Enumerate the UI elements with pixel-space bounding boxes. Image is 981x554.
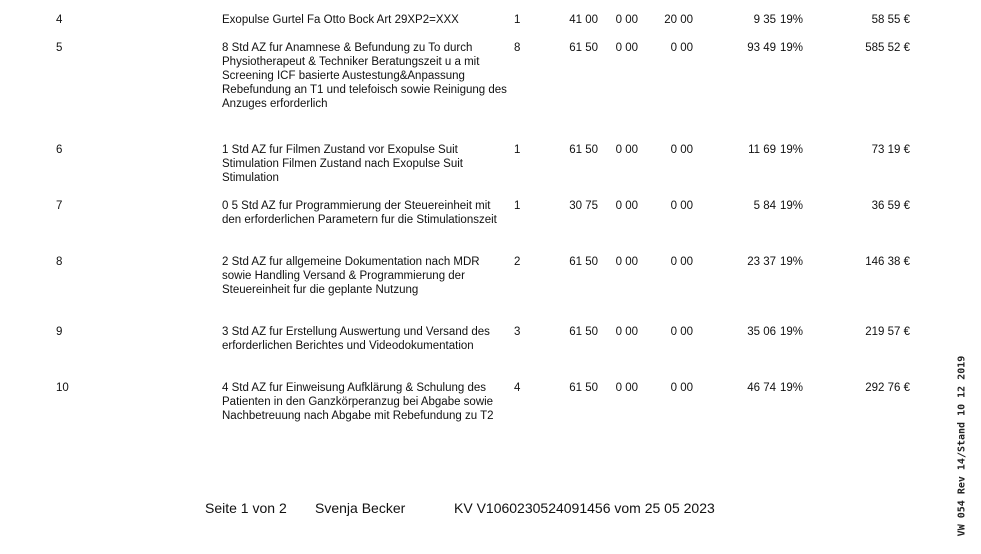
unit-price: 61 50 [569,42,598,54]
surcharge: 0 00 [670,200,693,212]
item-description: 0 5 Std AZ fur Programmierung der Steuereinheit mit den erforderlichen Parametern fur die Stimulationszeit [222,200,497,226]
quantity: 3 [514,326,521,338]
item-description: Exopulse Gurtel Fa Otto Bock Art 29XP2=XXX [222,14,459,26]
discount: 0 00 [615,200,638,212]
quantity: 2 [514,256,521,268]
author-name: Svenja Becker [315,500,406,516]
unit-price: 30 75 [569,200,598,212]
surcharge: 0 00 [670,326,693,338]
unit-price: 61 50 [569,382,598,394]
unit-price: 61 50 [569,326,598,338]
discount: 0 00 [615,382,638,394]
tax-amount: 35 06 [747,326,776,338]
quantity: 1 [514,144,521,156]
tax-amount: 5 84 [753,200,776,212]
tax-amount: 23 37 [747,256,776,268]
line-total: 292 76 € [865,382,910,394]
quantity: 1 [514,14,521,26]
discount: 0 00 [615,326,638,338]
revision-note: VW 054 Rev 14/Stand 10 12 2019 [956,355,968,537]
position-number: 4 [56,14,63,26]
position-number: 5 [56,42,63,54]
position-number: 7 [56,200,63,212]
line-total: 36 59 € [871,200,910,212]
tax-rate: 19% [780,326,804,338]
unit-price: 61 50 [569,144,598,156]
item-description: 8 Std AZ fur Anamnese & Befundung zu To durch Physiotherapeut & Techniker Beratungszeit u a mit Screening ICF basierte Austestung&Anpassung Rebefundung an T1 und telefoisch sowie Reinigung des Anzuges erforderlich [222,42,507,110]
position-number: 9 [56,326,63,338]
surcharge: 0 00 [670,256,693,268]
quantity: 1 [514,200,521,212]
quantity: 8 [514,42,521,54]
tax-rate: 19% [780,144,804,156]
discount: 0 00 [615,256,638,268]
tax-rate: 19% [780,14,804,26]
item-description: 4 Std AZ fur Einweisung Aufklärung & Schulung des Patienten in den Ganzkörperanzug bei Abgabe sowie Nachbetreuung nach Abgabe mit Rebefundung zu T2 [222,382,494,422]
position-number: 8 [56,256,63,268]
discount: 0 00 [615,14,638,26]
tax-rate: 19% [780,200,804,212]
surcharge: 0 00 [670,42,693,54]
line-total: 73 19 € [871,144,910,156]
unit-price: 41 00 [569,14,598,26]
tax-rate: 19% [780,382,804,394]
item-description: 3 Std AZ fur Erstellung Auswertung und Versand des erforderlichen Berichtes und Videodokumentation [222,326,490,352]
line-total: 146 38 € [865,256,910,268]
line-total: 219 57 € [865,326,910,338]
tax-amount: 11 69 [748,144,776,156]
quantity: 4 [514,382,521,394]
tax-rate: 19% [780,256,804,268]
item-description: 1 Std AZ fur Filmen Zustand vor Exopulse Suit Stimulation Filmen Zustand nach Exopulse Suit Stimulation [222,144,463,184]
page-number: Seite 1 von 2 [205,500,287,516]
surcharge: 20 00 [664,14,693,26]
surcharge: 0 00 [670,382,693,394]
reference-number: KV V1060230524091456 vom 25 05 2023 [454,500,715,516]
tax-amount: 9 35 [753,14,776,26]
discount: 0 00 [615,144,638,156]
surcharge: 0 00 [670,144,693,156]
tax-amount: 93 49 [747,42,776,54]
line-total: 585 52 € [865,42,910,54]
position-number: 10 [56,382,69,394]
item-description: 2 Std AZ fur allgemeine Dokumentation nach MDR sowie Handling Versand & Programmierung der Steuereinheit fur die geplante Nutzung [222,256,480,296]
tax-amount: 46 74 [747,382,776,394]
position-number: 6 [56,144,63,156]
discount: 0 00 [615,42,638,54]
tax-rate: 19% [780,42,804,54]
unit-price: 61 50 [569,256,598,268]
line-total: 58 55 € [871,14,910,26]
